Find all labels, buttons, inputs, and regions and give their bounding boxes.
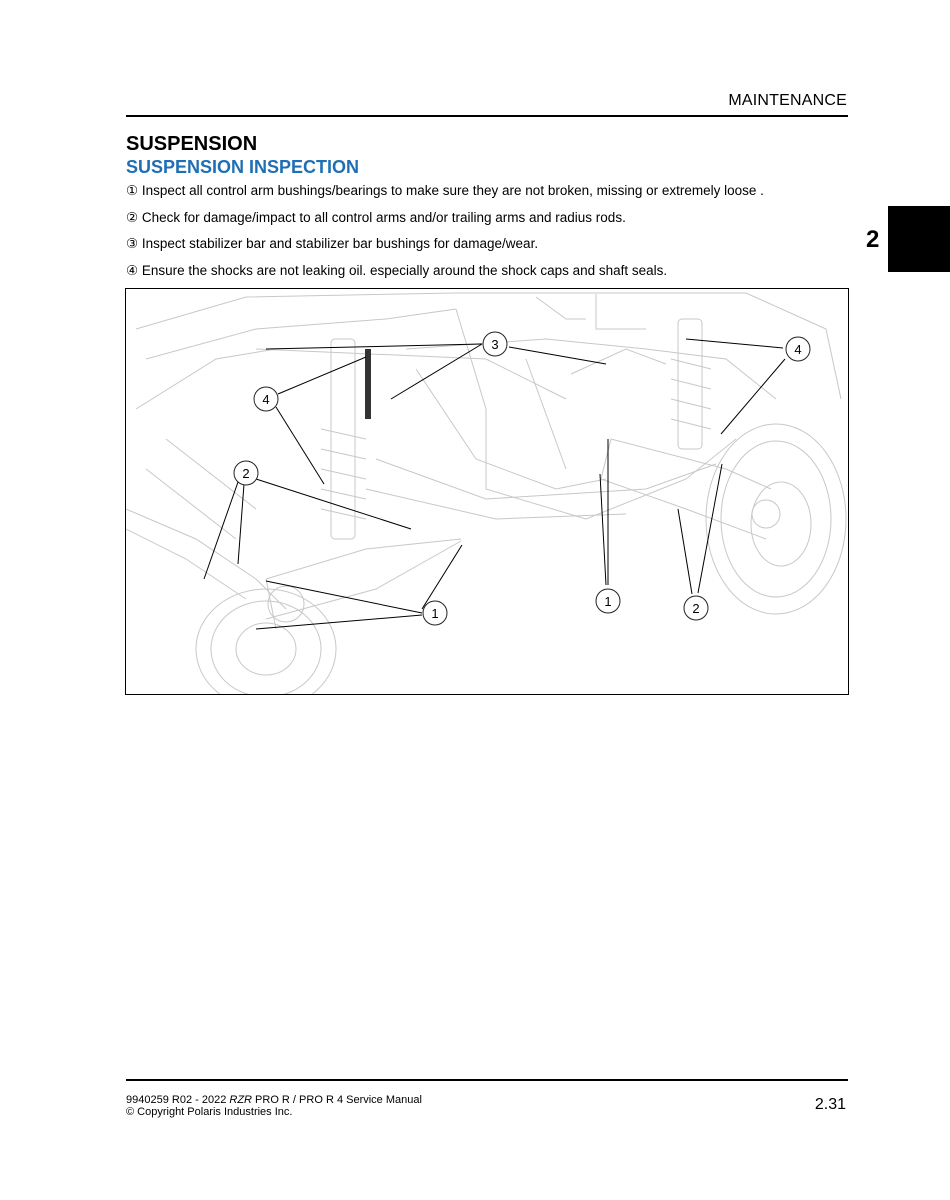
footer-doc-title: 9940259 R02 - 2022 RZR PRO R / PRO R 4 Service Manual xyxy=(126,1094,422,1106)
callout-3 xyxy=(483,332,507,356)
callout-2-left xyxy=(234,461,258,485)
footer-rule xyxy=(126,1079,848,1081)
header-section-title: MAINTENANCE xyxy=(728,92,847,109)
svg-text:1: 1 xyxy=(604,594,612,609)
section-title: SUSPENSION xyxy=(126,133,258,155)
subsection-title: SUSPENSION INSPECTION xyxy=(126,157,360,177)
svg-text:3: 3 xyxy=(491,337,499,352)
suspension-drawing xyxy=(126,289,848,694)
callout-2-right xyxy=(684,596,708,620)
callout-1-right xyxy=(596,589,620,613)
step-item: ④ Ensure the shocks are not leaking oil. especially around the shock caps and shaft seals. xyxy=(126,262,668,278)
footer-copyright: © Copyright Polaris Industries Inc. xyxy=(126,1106,293,1118)
page-number: 2.31 xyxy=(814,1096,846,1113)
chapter-tab xyxy=(888,206,950,272)
svg-text:4: 4 xyxy=(262,392,270,407)
shock-body xyxy=(365,349,371,419)
inspection-steps xyxy=(126,182,846,288)
suspension-illustration xyxy=(125,288,849,695)
svg-text:4: 4 xyxy=(794,342,802,357)
step-item: ③ Inspect stabilizer bar and stabilizer bar bushings for damage/wear. xyxy=(126,236,539,251)
step-item: ① Inspect all control arm bushings/bearings to make sure they are not broken, missing or extremely loose . xyxy=(126,183,764,198)
step-item: ② Check for damage/impact to all control arms and/or trailing arms and radius rods. xyxy=(126,209,626,225)
callout-4-right xyxy=(786,337,810,361)
chapter-number: 2 xyxy=(866,226,880,253)
svg-text:1: 1 xyxy=(431,606,439,621)
header-rule xyxy=(126,115,848,117)
callout-4-left xyxy=(254,387,278,411)
leader-lines xyxy=(204,339,785,629)
svg-text:2: 2 xyxy=(692,601,700,616)
svg-text:2: 2 xyxy=(242,466,250,481)
callout-1-left xyxy=(423,601,447,625)
